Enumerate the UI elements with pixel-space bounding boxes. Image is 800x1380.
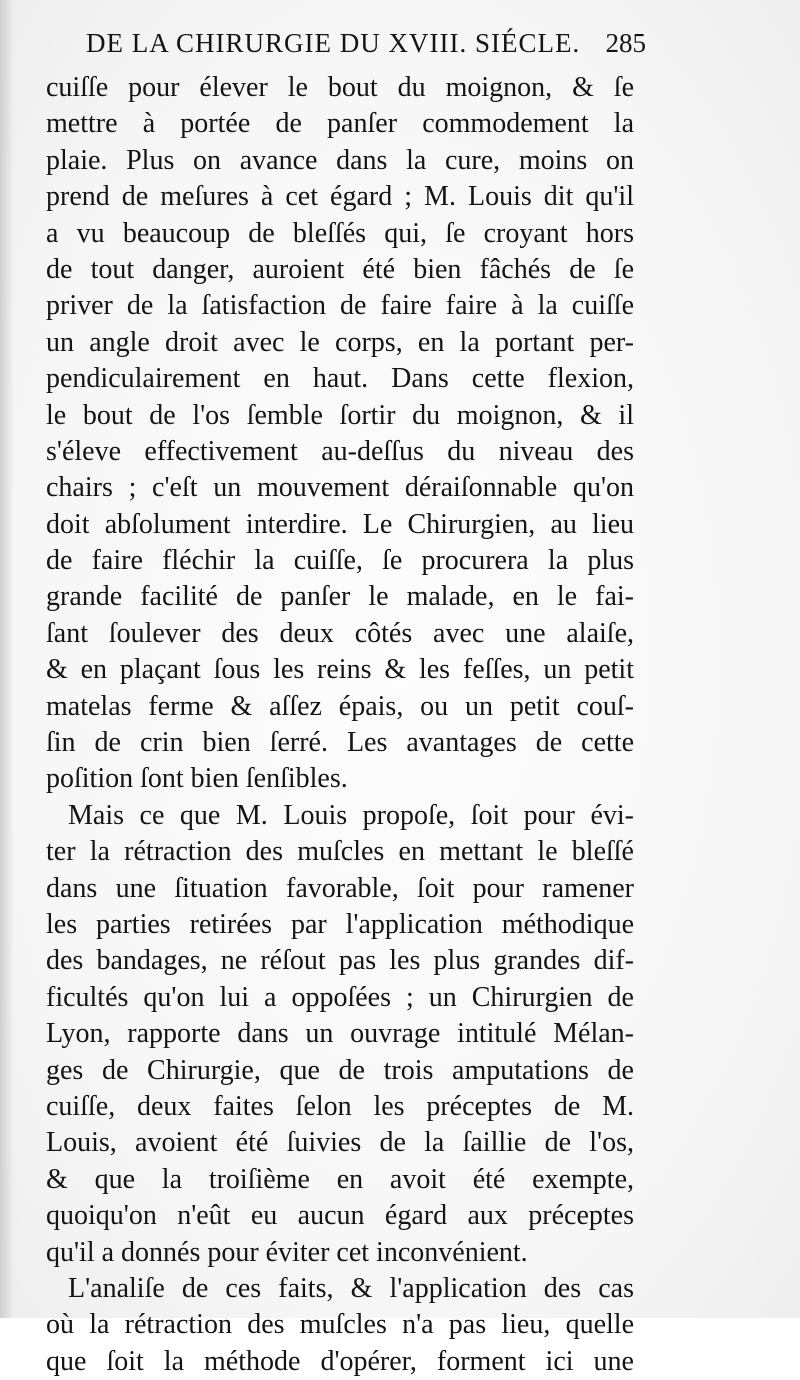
text-line: & en plaçant ſous les reins & les feſſes, un petit (46, 654, 634, 686)
binding-shadow (0, 0, 14, 1318)
text-line: Louis, avoient été ſuivies de la ſaillie de l'os, (46, 1127, 634, 1159)
text-line: ſin de crin bien ſerré. Les avantages de cette (46, 727, 634, 759)
text-line: & que la troiſième en avoit été exempte, (46, 1163, 634, 1195)
text-line-paragraph-start: Mais ce que M. Louis propoſe, ſoit pour évi- (68, 799, 634, 831)
text-line: des bandages, ne réſout pas les plus grandes dif- (46, 945, 634, 977)
text-line: quoiqu'on n'eût eu aucun égard aux préceptes (46, 1200, 634, 1232)
text-line: priver de la ſatisfaction de faire faire à la cuiſſe (46, 290, 634, 322)
text-line-paragraph-end: qu'il a donnés pour éviter cet inconvénient. (46, 1236, 528, 1268)
text-line: chairs ; c'eſt un mouvement déraiſonnable qu'on (46, 472, 634, 504)
text-line: dans une ſituation favorable, ſoit pour ramener (46, 872, 634, 904)
text-line: les parties retirées par l'application méthodique (46, 908, 634, 940)
running-head: DE LA CHIRURGIE DU XVIII. SIÉCLE. (86, 28, 581, 58)
text-line: pendiculairement en haut. Dans cette flexion, (46, 363, 634, 395)
text-line: ficultés qu'on lui a oppoſées ; un Chirurgien de (46, 981, 634, 1013)
text-line: un angle droit avec le corps, en la portant per- (46, 326, 634, 358)
text-line: cuiſſe pour élever le bout du moignon, & ſe (46, 72, 634, 103)
text-line: de tout danger, auroient été bien fâchés de ſe (46, 253, 634, 285)
text-line: mettre à portée de panſer commodement la (46, 108, 634, 140)
text-line: que ſoit la méthode d'opérer, forment ici une (46, 1345, 634, 1377)
text-line: le bout de l'os ſemble ſortir du moignon, & il (46, 399, 634, 431)
body-text (46, 70, 634, 1380)
text-line: cuiſſe, deux faites ſelon les préceptes de M. (46, 1090, 634, 1122)
text-line-paragraph-start: L'analiſe de ces faits, & l'application des cas (68, 1272, 634, 1304)
text-line: ter la rétraction des muſcles en mettant le bleſſé (46, 836, 634, 868)
text-line: Lyon, rapporte dans un ouvrage intitulé Mélan- (46, 1018, 634, 1050)
text-line: ges de Chirurgie, que de trois amputations de (46, 1054, 634, 1086)
text-line: plaie. Plus on avance dans la cure, moins on (46, 144, 634, 176)
text-line: a vu beaucoup de bleſſés qui, ſe croyant hors (46, 217, 634, 249)
page-header (86, 28, 646, 68)
text-line: grande facilité de panſer le malade, en le fai- (46, 581, 634, 613)
page-number: 285 (605, 28, 646, 58)
text-line: s'éleve effectivement au-deſſus du niveau des (46, 435, 634, 467)
text-line: de faire fléchir la cuiſſe, ſe procurera la plus (46, 545, 634, 577)
text-line-paragraph-end: poſition ſont bien ſenſibles. (46, 763, 348, 795)
text-line: doit abſolument interdire. Le Chirurgien, au lieu (46, 508, 634, 540)
text-line: matelas ferme & aſſez épais, ou un petit couſ- (46, 690, 634, 722)
text-line: prend de meſures à cet égard ; M. Louis dit qu'il (46, 181, 634, 213)
text-line: où la rétraction des muſcles n'a pas lieu, quelle (46, 1309, 634, 1341)
text-line: ſant ſoulever des deux côtés avec une alaiſe, (46, 617, 634, 649)
